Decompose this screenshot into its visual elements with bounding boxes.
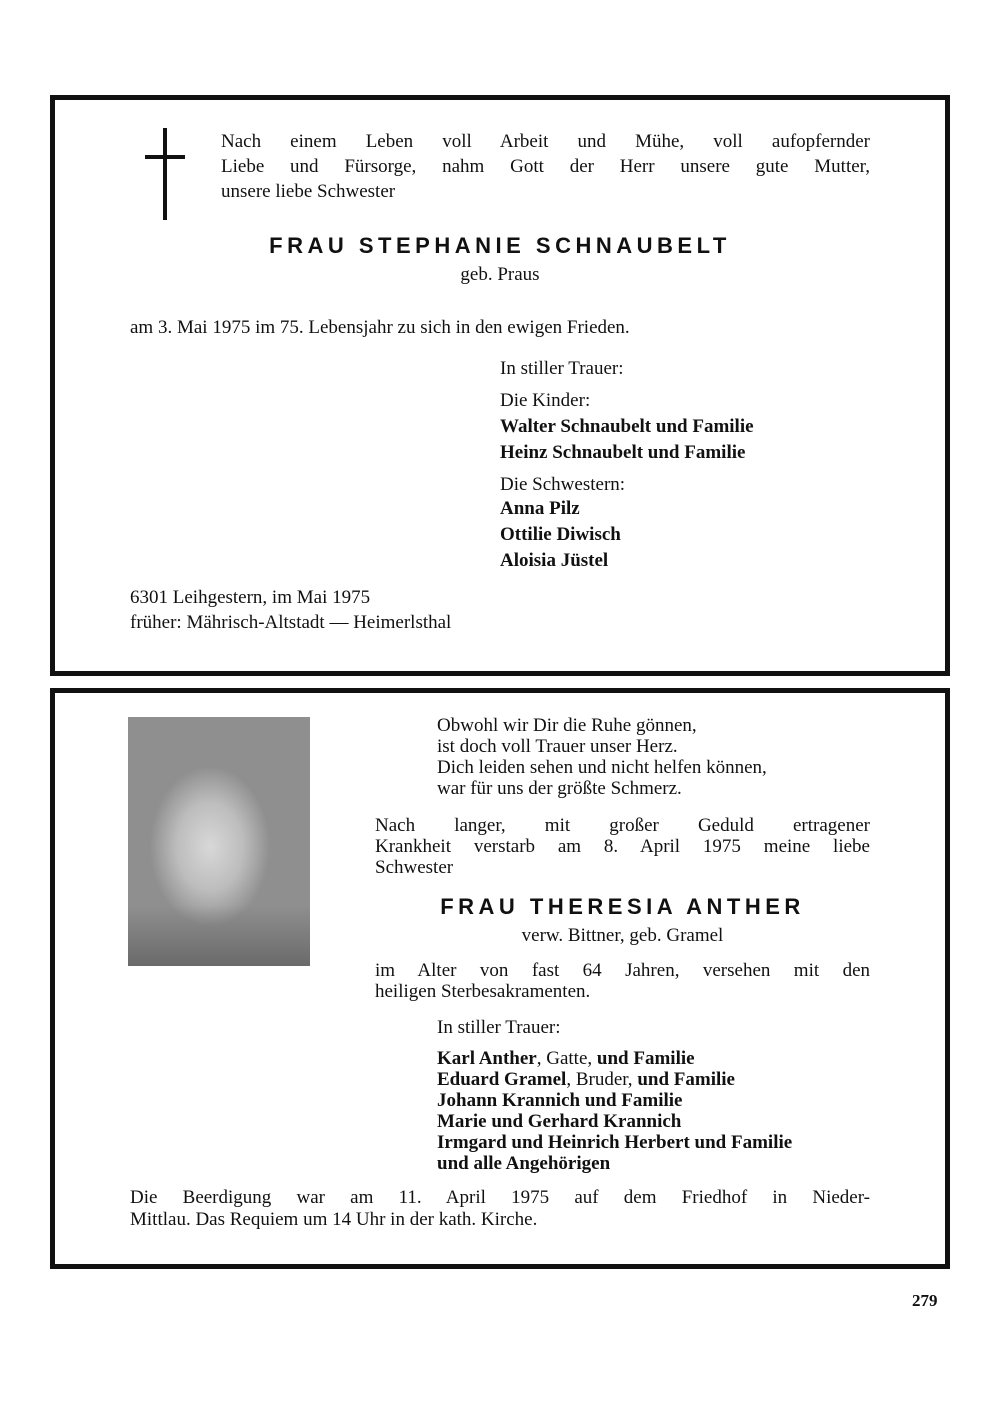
mourner [437, 1048, 695, 1069]
intro-line: Krankheit verstarb am 8. April 1975 meine liebe [375, 836, 870, 857]
intro-line: Liebe und Fürsorge, nahm Gott der Herr unsere gute Mutter, [221, 156, 870, 177]
cross-icon [163, 128, 167, 220]
mourner: Heinz Schnaubelt und Familie [500, 442, 746, 463]
deceased-name: FRAU THERESIA ANTHER [440, 894, 805, 919]
funeral-text: Die Beerdigung war am 11. April 1975 auf dem Friedhof in Nieder- [130, 1187, 870, 1208]
deceased-name: FRAU STEPHANIE SCHNAUBELT [269, 233, 731, 258]
children-label: Die Kinder: [500, 390, 591, 411]
poem-line: ist doch voll Trauer unser Herz. [437, 736, 678, 757]
mourning-label: In stiller Trauer: [437, 1017, 561, 1038]
poem-line: Obwohl wir Dir die Ruhe gönnen, [437, 715, 697, 736]
page-number: 279 [912, 1291, 938, 1310]
mourner: Aloisia Jüstel [500, 550, 609, 571]
portrait-photo [128, 717, 310, 966]
age-text: heiligen Sterbesakramenten. [375, 981, 591, 1002]
place-date: 6301 Leihgestern, im Mai 1975 [130, 587, 371, 608]
intro-line: unsere liebe Schwester [221, 181, 396, 202]
cross-icon-bar [145, 155, 185, 159]
mourner-name: Eduard Gramel [437, 1069, 567, 1090]
funeral-text: Mittlau. Das Requiem um 14 Uhr in der kath. Kirche. [130, 1209, 538, 1230]
mourner: Anna Pilz [500, 498, 580, 519]
maiden-name: verw. Bittner, geb. Gramel [521, 925, 724, 946]
maiden-name: geb. Praus [460, 264, 540, 285]
former-home: früher: Mährisch-Altstadt — Heimerlsthal [130, 612, 452, 633]
poem-line: Dich leiden sehen und nicht helfen können, [437, 757, 767, 778]
mourner: Marie und Gerhard Krannich [437, 1111, 682, 1132]
mourner: und alle Angehörigen [437, 1153, 611, 1174]
mourner-suffix: und Familie [637, 1069, 735, 1090]
mourner-suffix: und Familie [596, 1048, 695, 1069]
mourner: Irmgard und Heinrich Herbert und Familie [437, 1132, 793, 1153]
mourner: Ottilie Diwisch [500, 524, 621, 545]
age-text: im Alter von fast 64 Jahren, versehen mit den [375, 960, 870, 981]
intro-line: Nach einem Leben voll Arbeit und Mühe, voll aufopfernder [221, 131, 870, 152]
mourner: Walter Schnaubelt und Familie [500, 416, 754, 437]
mourner-name: Karl Anther [437, 1048, 537, 1069]
mourner-relation: , Gatte, [536, 1048, 597, 1069]
mourner [437, 1069, 735, 1090]
intro-line: Nach langer, mit großer Geduld ertragener [375, 815, 870, 836]
poem-line: war für uns der größte Schmerz. [437, 778, 682, 799]
sisters-label: Die Schwestern: [500, 474, 626, 495]
mourner: Johann Krannich und Familie [437, 1090, 683, 1111]
death-text: am 3. Mai 1975 im 75. Lebensjahr zu sich in den ewigen Frieden. [130, 317, 630, 338]
mourner-relation: , Bruder, [566, 1069, 638, 1090]
intro-line: Schwester [375, 857, 454, 878]
mourning-label: In stiller Trauer: [500, 358, 624, 379]
